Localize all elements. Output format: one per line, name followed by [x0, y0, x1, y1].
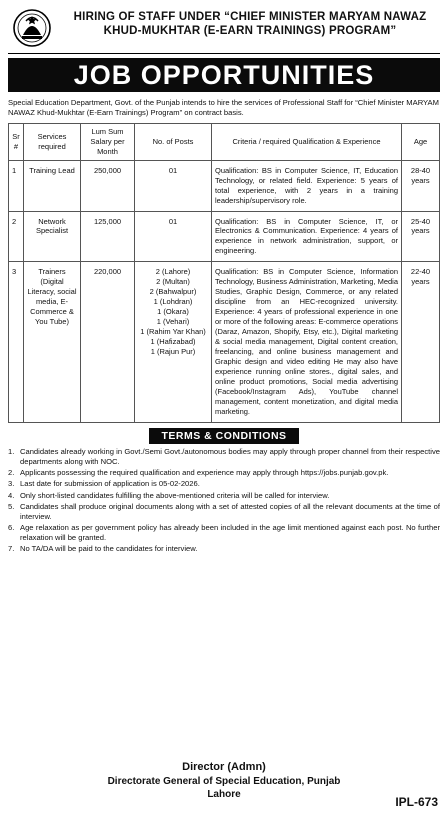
list-item — [8, 491, 440, 501]
term-number: 2. — [8, 468, 15, 478]
terms-list — [8, 447, 440, 555]
list-item — [8, 523, 440, 543]
advertisement-title — [64, 10, 436, 39]
row-criteria: Qualification: BS in Computer Science, Information Technology, Business Administration, Marketing, Media Studies, Graphic Design, Commerce, or any related discipline from an HEC-recognized university. Experience: 4 years of professional experience in one or more of the following areas: E-commerce operations (Daraz, Amazon, Shopify, Etsy, etc.), Digital marketing & social media management, Digital content creation, freelancing, and online business management and Graphic design and video editing He may also have experience running online stores., digital sales, and online product promotions, Social media advertising (Facebook/Instagram Ads), YouTube channel management, content monetization, and digital media marketing. — [212, 262, 402, 423]
header-salary: Lum Sum Salary per Month — [81, 123, 135, 160]
term-number: 3. — [8, 479, 15, 489]
table-header-row — [9, 123, 440, 160]
row-sr: 2 — [9, 211, 24, 262]
term-number: 7. — [8, 544, 15, 554]
term-text: Age relaxation as per government policy has already been included in the age limit mentioned against each post. No further relaxation will be granted. — [20, 523, 440, 543]
header-age: Age — [402, 123, 440, 160]
header-services: Services required — [24, 123, 81, 160]
list-item — [8, 479, 440, 489]
punjab-government-emblem-icon — [12, 8, 52, 48]
row-salary: 220,000 — [81, 262, 135, 423]
list-item — [8, 502, 440, 522]
term-number: 1. — [8, 446, 15, 456]
header-criteria: Criteria / required Qualification & Experience — [212, 123, 402, 160]
directorate-name: Directorate General of Special Education, Punjab — [107, 775, 341, 787]
post-location: 1 (Rajun Pur) — [150, 347, 196, 357]
row-posts-list — [135, 262, 212, 423]
term-text: Candidates already working in Govt./Semi Govt./autonomous bodies may apply through proper channel from their respective departments along with NOC. — [20, 446, 440, 467]
advertisement-footer — [8, 760, 440, 812]
title-line-1: HIRING OF STAFF UNDER “CHIEF MINISTER MARYAM NAWAZ — [73, 11, 427, 23]
row-service: Training Lead — [24, 160, 81, 211]
title-line-2: KHUD-MUKHTAR (E-EARN TRAININGS) PROGRAM” — [103, 25, 397, 38]
row-criteria: Qualification: BS in Computer Science, IT, Education Technology, or related field. Experience: 5 years of total experience, with 2 years in a training leadership/supervisory role. — [212, 160, 402, 211]
header-posts: No. of Posts — [135, 123, 212, 160]
term-text: Applicants possessing the required qualification and experience may apply through https://jobs.punjab.gov.pk. — [20, 468, 389, 478]
post-location: 1 (Lohdran) — [153, 297, 193, 307]
post-location: 1 (Vehari) — [156, 317, 190, 327]
intro-paragraph: Special Education Department, Govt. of the Punjab intends to hire the services of Professional Staff for “Chief Minister MARYAM NAWAZ Khud-Mukhtar (E-Earn Trainings) Program” on contract basis. — [8, 98, 439, 117]
post-location: 1 (Okara) — [157, 307, 189, 317]
term-text: Only short-listed candidates fulfilling the above-mentioned criteria will be called for interview. — [20, 490, 330, 500]
advertisement-header — [8, 4, 440, 54]
row-age: 25-40 years — [402, 211, 440, 262]
row-criteria: Qualification: BS in Computer Science, IT, or Electronics & Communication. Experience: 4 years of experience in network administration, support, or engineering. — [212, 211, 402, 262]
row-age: 28-40 years — [402, 160, 440, 211]
term-number: 5. — [8, 501, 15, 511]
term-text: No TA/DA will be paid to the candidates for interview. — [20, 544, 198, 554]
term-text: Candidates shall produce original documents along with a set of attested copies of all the relevant documents at the time of interview. — [20, 501, 440, 521]
table-row — [9, 262, 440, 423]
row-service: Network Specialist — [24, 211, 81, 262]
list-item — [8, 544, 440, 554]
row-salary: 125,000 — [81, 211, 135, 262]
row-salary: 250,000 — [81, 160, 135, 211]
header-sr: Sr # — [9, 123, 24, 160]
term-text: Last date for submission of application is 05-02-2026. — [20, 479, 200, 489]
post-location: 1 (Rahim Yar Khan) — [140, 327, 206, 337]
post-location: 2 (Lahore) — [155, 267, 191, 277]
term-number: 6. — [8, 523, 15, 533]
table-row — [9, 211, 440, 262]
row-sr: 3 — [9, 262, 24, 423]
city-name: Lahore — [207, 789, 241, 801]
ipl-code: IPL-673 — [395, 795, 438, 809]
post-location: 2 (Multan) — [156, 277, 190, 287]
table-row — [9, 160, 440, 211]
post-location: 1 (Hafizabad) — [150, 337, 196, 347]
row-posts: 01 — [135, 211, 212, 262]
job-opportunities-banner: JOB OPPORTUNITIES — [8, 58, 440, 92]
post-location: 2 (Bahwalpur) — [149, 287, 197, 297]
signatory-title: Director (Admn) — [182, 761, 266, 773]
term-number: 4. — [8, 490, 15, 500]
row-service: Trainers (Digital Literacy, social media, E-Commerce & You Tube) — [24, 262, 81, 423]
list-item — [8, 468, 440, 478]
row-age: 22-40 years — [402, 262, 440, 423]
signatory-block — [8, 760, 440, 802]
terms-heading: TERMS & CONDITIONS — [149, 428, 299, 444]
list-item — [8, 447, 440, 467]
row-sr: 1 — [9, 160, 24, 211]
row-posts: 01 — [135, 160, 212, 211]
positions-table — [8, 123, 440, 423]
